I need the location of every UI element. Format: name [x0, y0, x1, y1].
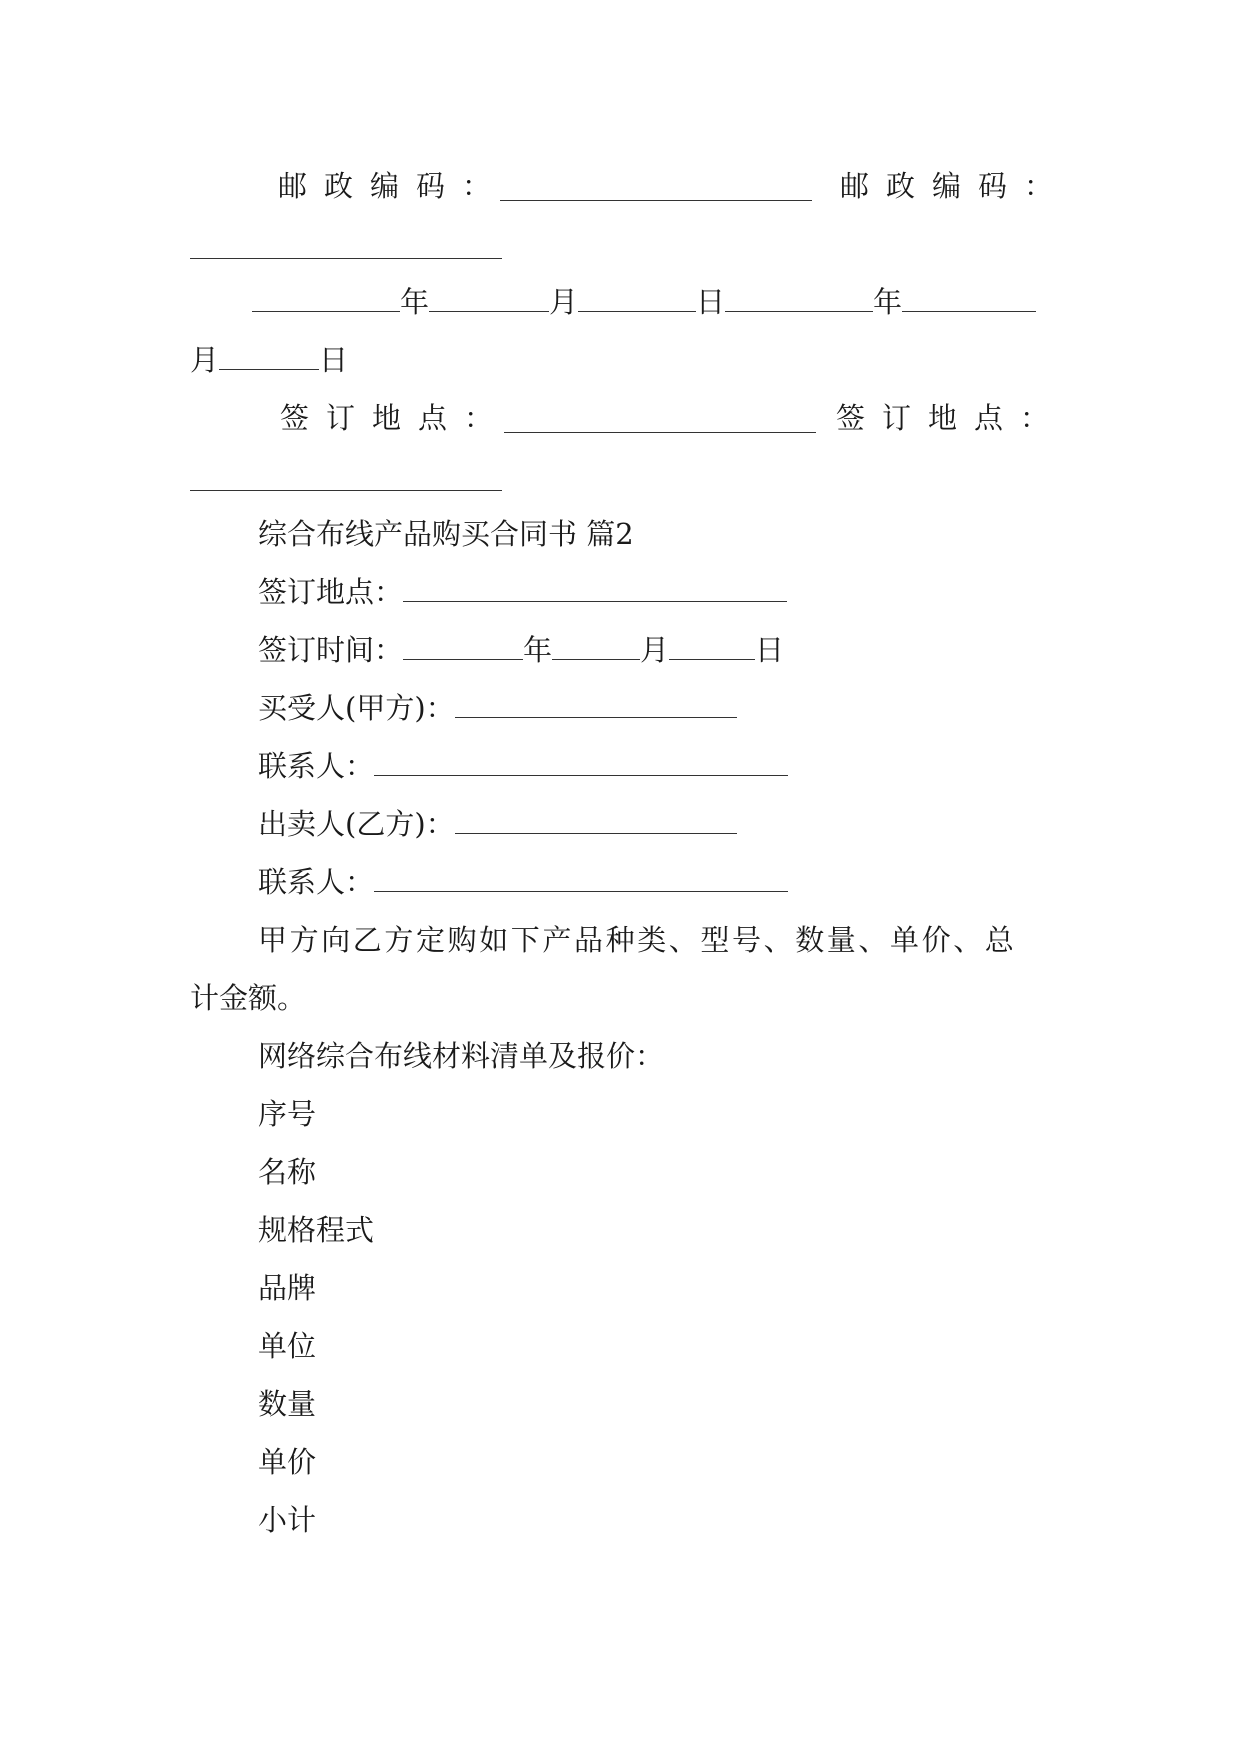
sign-time-blank: [552, 631, 640, 660]
seller-contact-blank: [374, 863, 788, 892]
place-label-a: 签订地点：: [280, 401, 511, 435]
sign-time-blank: [669, 631, 755, 660]
postcode-blank-a: [500, 200, 812, 201]
list-item: [258, 1442, 316, 1482]
postcode-row: [278, 166, 508, 206]
list-item: [258, 1268, 316, 1308]
seller-contact-label: 联系人：: [258, 865, 375, 899]
sign-place-label: 签订地点：: [258, 575, 404, 609]
seller-label: 出卖人(乙方)：: [258, 807, 455, 841]
date-row-1: [252, 282, 1036, 322]
sign-time-blank: [403, 631, 523, 660]
contract-title-text: 综合布线产品购买合同书 篇2: [258, 517, 634, 551]
column-label: 小计: [258, 1503, 317, 1537]
order-text-1: 甲方向乙方定购如下产品种类、型号、数量、单价、总: [258, 923, 1017, 957]
column-label: 序号: [258, 1097, 317, 1131]
sign-time-day: 日: [755, 633, 785, 667]
date-day-2: 日: [319, 343, 349, 377]
date-month-1: 月: [549, 285, 579, 319]
column-label: 单价: [258, 1445, 317, 1479]
postcode-label-a: 邮政编码：: [278, 169, 509, 203]
list-item: [258, 1384, 316, 1424]
date-blank: [252, 283, 400, 312]
date-blank: [578, 283, 696, 312]
postcode-label-b: 邮政编码：: [840, 169, 1071, 203]
date-blank: [902, 283, 1036, 312]
list-heading: [258, 1036, 664, 1076]
sign-place-blank: [403, 573, 787, 602]
buyer-label: 买受人(甲方)：: [258, 691, 455, 725]
column-label: 规格程式: [258, 1213, 375, 1247]
place-row-b: [836, 398, 1066, 438]
sign-time-row: [258, 630, 784, 670]
column-label: 品牌: [258, 1271, 317, 1305]
contract-title: [258, 514, 634, 554]
date-year-1: 年: [400, 285, 430, 319]
column-label: 数量: [258, 1387, 317, 1421]
seller-blank: [455, 805, 737, 834]
place-blank-b: [190, 490, 502, 491]
buyer-contact-label: 联系人：: [258, 749, 375, 783]
place-label-b: 签订地点：: [836, 401, 1067, 435]
place-row: [280, 398, 510, 438]
list-item: [258, 1152, 316, 1192]
column-label: 单位: [258, 1329, 317, 1363]
date-day-1: 日: [696, 285, 726, 319]
seller-row: [258, 804, 737, 844]
order-text-2: 计金额。: [190, 981, 307, 1015]
list-item: [258, 1094, 316, 1134]
list-heading-text: 网络综合布线材料清单及报价：: [258, 1039, 665, 1073]
date-blank: [219, 341, 319, 370]
column-label: 名称: [258, 1155, 317, 1189]
date-month-2: 月: [190, 343, 220, 377]
sign-time-month: 月: [640, 633, 670, 667]
order-text-line2: [190, 978, 306, 1018]
list-item: [258, 1210, 374, 1250]
list-item: [258, 1500, 316, 1540]
sign-time-label: 签订时间：: [258, 633, 404, 667]
seller-contact-row: [258, 862, 788, 902]
sign-place-row: [258, 572, 787, 612]
buyer-contact-blank: [374, 747, 788, 776]
buyer-row: [258, 688, 737, 728]
sign-time-year: 年: [523, 633, 553, 667]
order-text-line1: [258, 920, 1016, 960]
postcode-blank-b: [190, 258, 502, 259]
date-blank: [725, 283, 873, 312]
list-item: [258, 1326, 316, 1366]
date-year-2: 年: [873, 285, 903, 319]
buyer-blank: [455, 689, 737, 718]
buyer-contact-row: [258, 746, 788, 786]
postcode-row-b: [840, 166, 1070, 206]
date-blank: [429, 283, 549, 312]
place-blank-a: [504, 432, 816, 433]
date-row-2: [190, 340, 348, 380]
